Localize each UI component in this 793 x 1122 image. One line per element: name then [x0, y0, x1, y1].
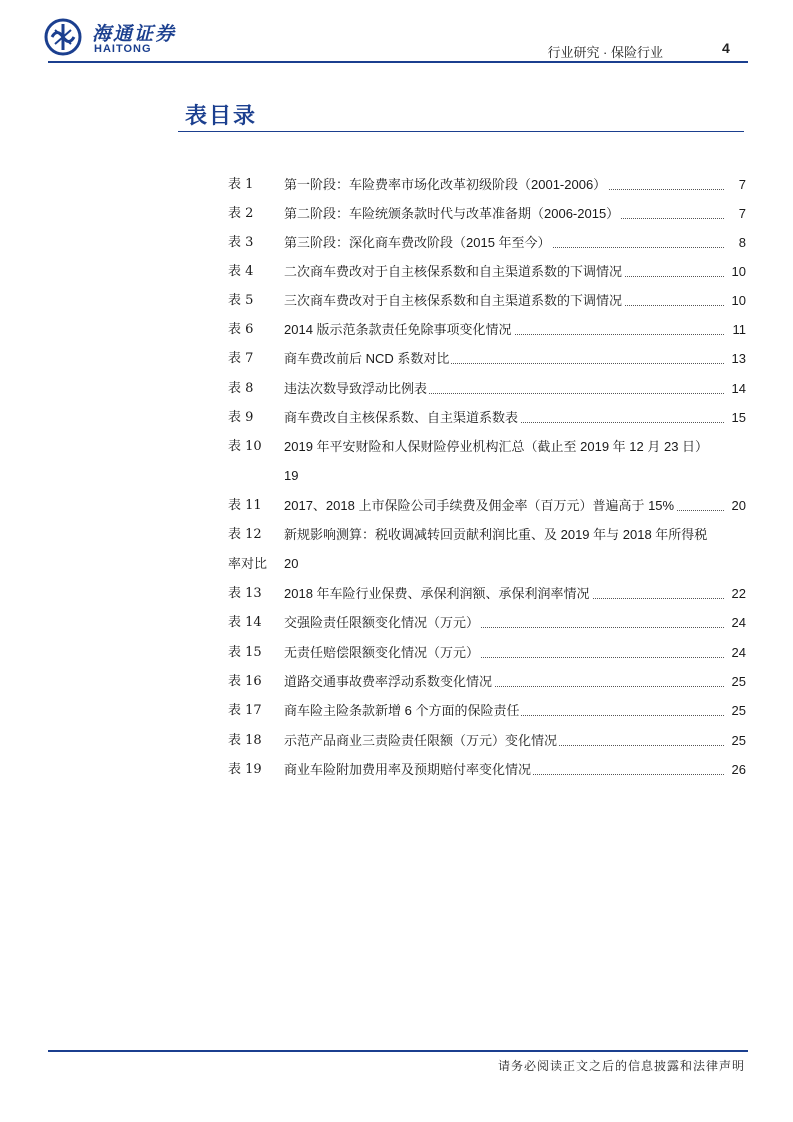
- toc-entry[interactable]: [228, 174, 746, 196]
- toc-page: 7: [737, 174, 746, 196]
- toc-text: 第二阶段：车险统颁条款时代与改革准备期（2006-2015）: [284, 203, 621, 225]
- toc-label: 表 12: [228, 527, 262, 542]
- toc-text: 第三阶段：深化商车费改阶段（2015 年至今）: [284, 232, 553, 254]
- toc-entry[interactable]: [228, 203, 746, 225]
- toc-entry[interactable]: [228, 290, 746, 312]
- toc-page: 11: [731, 319, 747, 341]
- toc-text: 2014 版示范条款责任免除事项变化情况: [284, 319, 514, 341]
- brand-name-cn: 海通证券: [92, 23, 177, 45]
- toc-text: 第一阶段：车险费率市场化改革初级阶段（2001-2006）: [284, 174, 608, 196]
- toc-page: 8: [737, 232, 746, 254]
- toc-entry[interactable]: [228, 319, 746, 341]
- toc-page: 7: [737, 203, 746, 225]
- toc-text: 商业车险附加费用率及预期赔付率变化情况: [284, 759, 533, 781]
- toc-text: 三次商车费改对于自主核保系数和自主渠道系数的下调情况: [284, 290, 624, 312]
- toc-text: 无责任赔偿限额变化情况（万元）: [284, 642, 481, 664]
- toc-page: 26: [730, 759, 746, 781]
- toc-label: 表 15: [228, 645, 262, 660]
- toc-page: 22: [730, 583, 746, 605]
- footer-disclaimer: 请务必阅读正文之后的信息披露和法律声明: [497, 1059, 745, 1073]
- toc-label: 表 1: [228, 177, 254, 192]
- toc-label: 表 18: [228, 733, 262, 748]
- haitong-logo-icon: [44, 18, 82, 56]
- toc-label: 表 16: [228, 674, 262, 689]
- toc-label: 表 6: [228, 322, 254, 337]
- toc-page: 10: [730, 261, 746, 283]
- toc-text: 商车费改前后 NCD 系数对比: [284, 348, 451, 370]
- toc-text: 违法次数导致浮动比例表: [284, 378, 429, 400]
- toc-entry[interactable]: [228, 232, 746, 254]
- toc-label: 表 11: [228, 498, 262, 513]
- toc-label: 表 14: [228, 615, 262, 630]
- toc-label: 表 5: [228, 293, 254, 308]
- toc-text: 二次商车费改对于自主核保系数和自主渠道系数的下调情况: [284, 261, 624, 283]
- toc-page: 19: [284, 468, 299, 483]
- toc-label: 表 19: [228, 762, 262, 777]
- toc-text: 商车费改自主核保系数、自主渠道系数表: [284, 407, 520, 429]
- toc-entry[interactable]: [228, 642, 746, 664]
- header-divider: [48, 61, 748, 63]
- toc-text: 2017、2018 上市保险公司手续费及佣金率（百万元）普遍高于 15%: [284, 495, 676, 517]
- toc-page: 15: [730, 407, 746, 429]
- toc-entry[interactable]: [228, 348, 746, 370]
- brand-name-en: HAITONG: [94, 43, 152, 55]
- page-title: 表目录: [185, 103, 258, 129]
- brand-logo: [44, 18, 177, 58]
- toc-page: 14: [730, 378, 746, 400]
- toc-entry[interactable]: [228, 730, 746, 752]
- toc-label: 表 2: [228, 206, 254, 221]
- toc-page: 25: [730, 700, 746, 722]
- toc-entry[interactable]: [228, 759, 746, 781]
- toc-label: 表 9: [228, 410, 254, 425]
- toc-page: 13: [730, 348, 746, 370]
- toc-entry[interactable]: [228, 700, 746, 722]
- toc-text: 交强险责任限额变化情况（万元）: [284, 612, 481, 634]
- toc-label: 表 17: [228, 703, 262, 718]
- toc-text: 2018 年车险行业保费、承保利润额、承保利润率情况: [284, 583, 592, 605]
- toc-page: 20: [730, 495, 746, 517]
- toc-text: 示范产品商业三责险责任限额（万元）变化情况: [284, 730, 559, 752]
- toc-label: 表 4: [228, 264, 254, 279]
- title-divider: [178, 131, 744, 132]
- toc-entry[interactable]: [228, 583, 746, 605]
- toc-page: 24: [730, 642, 746, 664]
- toc-page: 20: [284, 556, 299, 571]
- toc-entry[interactable]: [228, 671, 746, 693]
- toc-text[interactable]: 新规影响测算：税收调减转回贡献利润比重、及 2019 年与 2018 年所得税: [284, 527, 708, 542]
- toc-entry[interactable]: [228, 407, 746, 429]
- toc-label: 表 8: [228, 381, 254, 396]
- toc-text[interactable]: 2019 年平安财险和人保财险停业机构汇总（截止至 2019 年 12 月 23 日）: [284, 439, 709, 454]
- header-section: 行业研究 · 保险行业: [547, 45, 663, 60]
- page-number: 4: [722, 40, 730, 56]
- footer-divider: [48, 1050, 748, 1052]
- toc-page: 10: [730, 290, 746, 312]
- toc-text: 商车险主险条款新增 6 个方面的保险责任: [284, 700, 521, 722]
- toc-page: 24: [730, 612, 746, 634]
- toc-text-continued: 率对比: [228, 556, 268, 571]
- toc-page: 25: [730, 671, 746, 693]
- toc-text: 道路交通事故费率浮动系数变化情况: [284, 671, 494, 693]
- toc-entry[interactable]: [228, 261, 746, 283]
- toc-label: 表 7: [228, 351, 254, 366]
- toc-page: 25: [730, 730, 746, 752]
- toc-label: 表 10: [228, 439, 262, 454]
- toc-entry[interactable]: [228, 612, 746, 634]
- toc-label: 表 13: [228, 586, 262, 601]
- toc-entry[interactable]: [228, 378, 746, 400]
- toc-entry[interactable]: [228, 495, 746, 517]
- toc-label: 表 3: [228, 235, 254, 250]
